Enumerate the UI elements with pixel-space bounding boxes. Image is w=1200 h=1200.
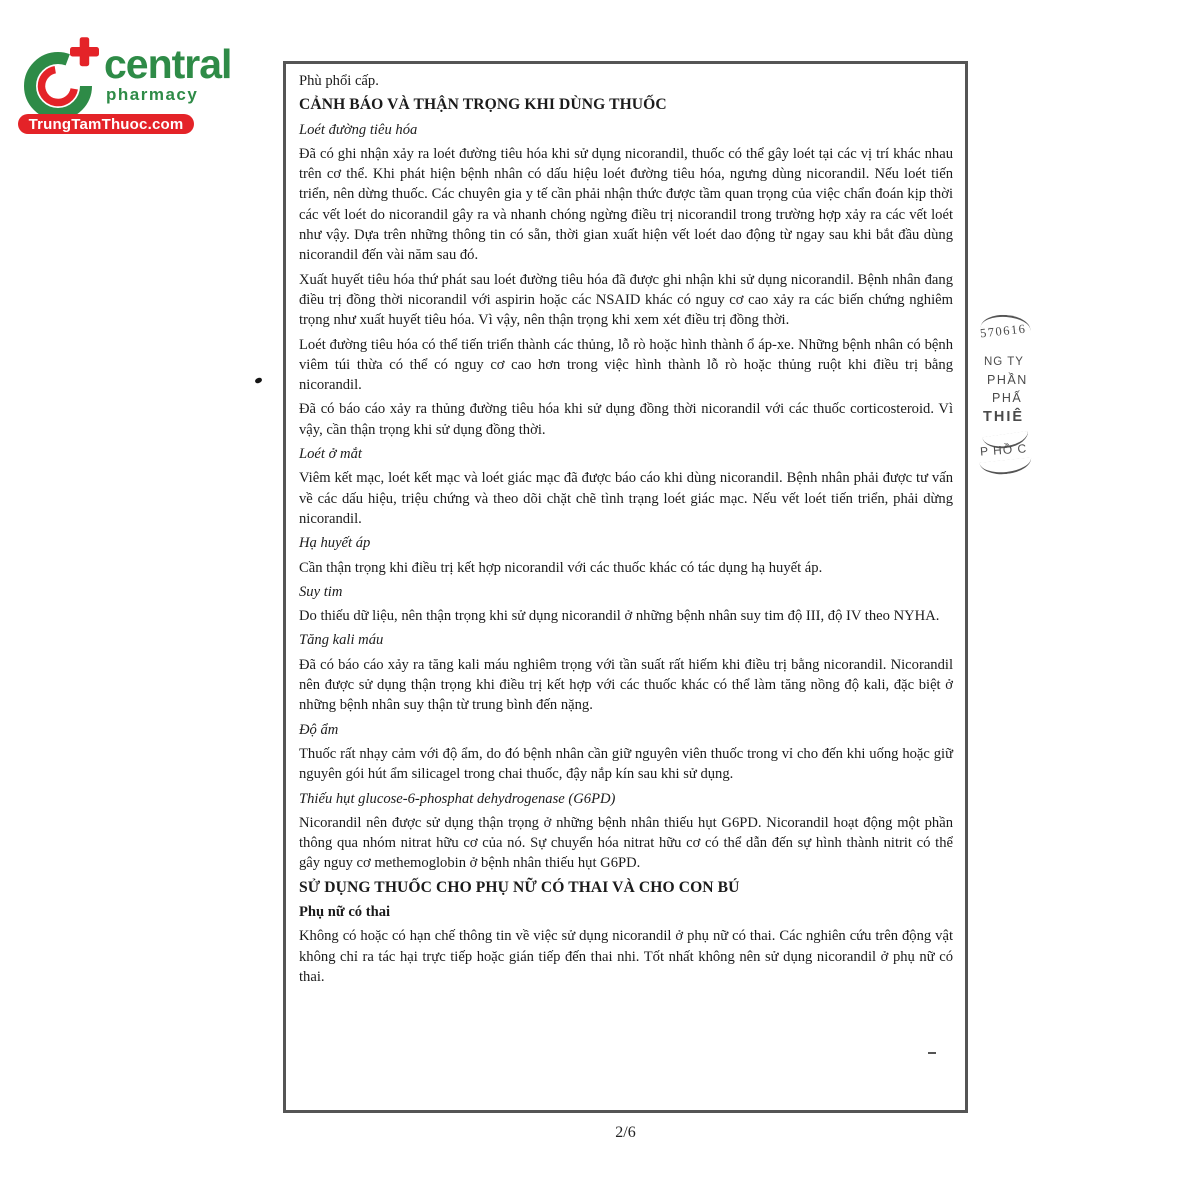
- subsection-heading: Thiếu hụt glucose-6-phosphat dehydrogenase (G6PD): [299, 790, 616, 807]
- section-heading: SỬ DỤNG THUỐC CHO PHỤ NỮ CÓ THAI VÀ CHO CON BÚ: [299, 878, 740, 896]
- logo-brand-text: central: [104, 41, 232, 87]
- subsection-heading: Phụ nữ có thai: [299, 903, 391, 920]
- stamp-text-fragment: PHẦN: [987, 373, 1028, 387]
- subsection-heading: Tăng kali máu: [299, 632, 384, 649]
- paragraph: Cần thận trọng khi điều trị kết hợp nicorandil với các thuốc khác có tác dụng hạ huyết áp.: [299, 559, 823, 576]
- central-pharmacy-logo-icon: [22, 36, 102, 120]
- subsection-heading: Suy tim: [299, 583, 343, 600]
- paragraph: Xuất huyết tiêu hóa thứ phát sau loét đường tiêu hóa đã được ghi nhận khi sử dụng nicorandil. Bệnh nhân đang điều trị đồng thời nicorandil với aspirin hoặc các NSAID khác có nguy cơ cao xảy ra các biến chứng nghiêm trọng như xuất huyết tiêu hóa. Vì vậy, nên thận trọng khi xem xét điều trị đồng thời.: [299, 271, 953, 329]
- logo-tagline-text: pharmacy: [106, 85, 199, 104]
- subsection-heading: Loét ở mắt: [299, 446, 362, 463]
- page-number: 2/6: [615, 1124, 636, 1141]
- paragraph: Đã có báo cáo xảy ra tăng kali máu nghiêm trọng với tần suất rất hiếm khi điều trị bằng nicorandil. Nicorandil nên được sử dụng thận trọng khi điều trị kết hợp với các thuốc khác có thể làm tăng nồng độ kali, đặc biệt ở những bệnh nhân suy thận từ trung bình đến nặng.: [299, 656, 953, 714]
- section-heading: CẢNH BÁO VÀ THẬN TRỌNG KHI DÙNG THUỐC: [299, 96, 667, 114]
- central-pharmacy-logo: [18, 34, 232, 138]
- plus-icon: [70, 37, 99, 66]
- subsection-heading: Loét đường tiêu hóa: [299, 121, 418, 138]
- stamp-arc: [979, 457, 1032, 476]
- paragraph: Phù phổi cấp.: [299, 73, 379, 89]
- scan-speck: [254, 377, 262, 384]
- stamp-text-fragment: P HỒ C: [979, 441, 1028, 459]
- circular-stamp-fragment: [975, 310, 1075, 475]
- document-body: [299, 71, 953, 987]
- paragraph: Đã có báo cáo xảy ra thủng đường tiêu hóa khi sử dụng đồng thời nicorandil với các thuốc corticosteroid. Vì vậy, cần thận trọng khi sử dụng đồng thời.: [299, 401, 953, 438]
- paragraph: Thuốc rất nhạy cảm với độ ẩm, do đó bệnh nhân cần giữ nguyên viên thuốc trong vỉ cho đến khi uống hoặc giữ nguyên gói hút ẩm silicagel trong chai thuốc, đậy nắp kín sau khi sử dụng.: [299, 745, 953, 783]
- paragraph: Loét đường tiêu hóa có thể tiến triển thành các thủng, lỗ rò hoặc hình thành ổ áp-xe. Những bệnh nhân có bệnh viêm túi thừa có thể có nguy cơ cao hơn trong việc hình thành lỗ rò hoặc thủng ruột khi điều trị bằng nicorandil.: [299, 336, 953, 394]
- subsection-heading: Độ ẩm: [299, 721, 339, 738]
- paragraph: Nicorandil nên được sử dụng thận trọng ở những bệnh nhân thiếu hụt G6PD. Nicorandil hoạt động một phần thông qua nhóm nitrat hữu cơ của nó. Sự chuyển hóa nitrat hữu cơ có thể dẫn đến sự hình thành nitrit có thể gây nguy cơ methemoglobin ở bệnh nhân thiếu hụt G6PD.: [299, 814, 953, 872]
- leaflet-page-sheet: [283, 61, 968, 1113]
- paragraph: Do thiếu dữ liệu, nên thận trọng khi sử dụng nicorandil ở những bệnh nhân suy tim độ III, độ IV theo NYHA.: [299, 608, 940, 625]
- subsection-heading: Hạ huyết áp: [299, 535, 371, 552]
- stamp-text-fragment: 570616: [979, 321, 1028, 341]
- stamp-text-fragment: NG TY: [984, 356, 1024, 368]
- paragraph: Đã có ghi nhận xảy ra loét đường tiêu hóa khi sử dụng nicorandil, thuốc có thể gây loét tại các vị trí khác nhau trên cơ thể. Khi phát hiện bệnh nhân có dấu hiệu loét đường tiêu hóa, ngưng dùng nicorandil. Nếu loét tiến triển, nên dừng thuốc. Các chuyên gia y tế cần phải nhận thức được tầm quan trọng của việc chẩn đoán kịp thời các vết loét do nicorandil gây ra và nhanh chóng ngừng điều trị nicorandil trong trường hợp xảy ra các vết loét như vậy. Dựa trên những thông tin có sẵn, thời gian xuất hiện vết loét dao động từ ngay sau khi bắt đầu dùng nicorandil đến vài năm sau đó.: [299, 145, 953, 264]
- paragraph: Viêm kết mạc, loét kết mạc và loét giác mạc đã được báo cáo khi dùng nicorandil. Bệnh nhân phải được tư vấn về các dấu hiệu, triệu chứng và theo dõi chặt chẽ tình trạng loét giác mạc. Nếu vết loét tiến triển, phải dừng nicorandil.: [299, 470, 953, 527]
- scan-dash-mark: [928, 1052, 936, 1054]
- stamp-text-fragment: PHẤ: [992, 391, 1023, 405]
- paragraph: Không có hoặc có hạn chế thông tin về việc sử dụng nicorandil ở phụ nữ có thai. Các nghiên cứu trên động vật không chỉ ra tác hại trực tiếp hoặc gián tiếp đến thai nhi. Tốt nhất không nên sử dụng nicorandil ở phụ nữ có thai.: [299, 928, 953, 985]
- logo-website-banner[interactable]: [18, 114, 194, 134]
- stamp-text-fragment: THIÊ: [983, 409, 1025, 425]
- logo-website-text: TrungTamThuoc.com: [28, 115, 184, 133]
